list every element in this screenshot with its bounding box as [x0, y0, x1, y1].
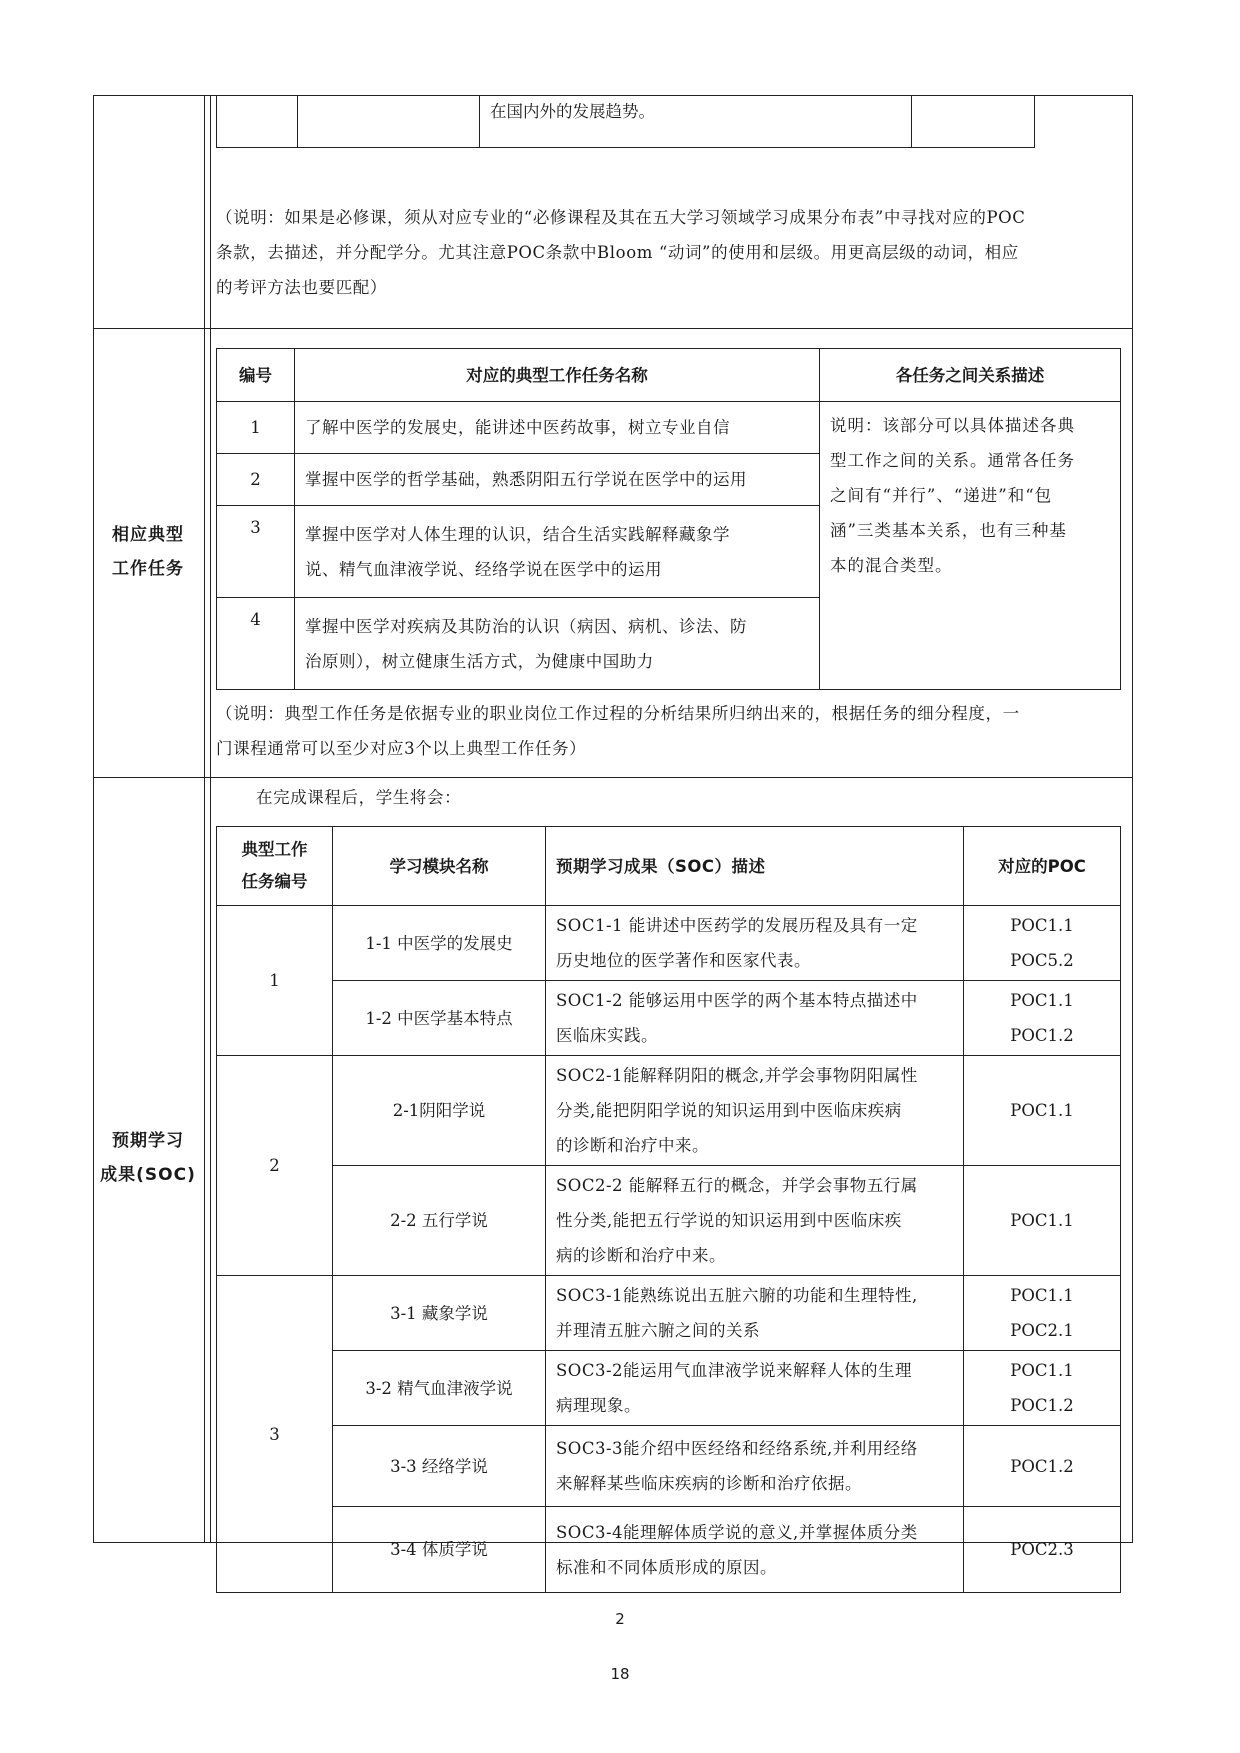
- task-name: 掌握中医学对疾病及其防治的认识（病因、病机、诊法、防 治原则），树立健康生活方式，为健康中国助力: [295, 598, 820, 690]
- soc-poc: POC2.3: [964, 1507, 1121, 1593]
- soc-description: SOC3-2能运用气血津液学说来解释人体的生理 病理现象。: [546, 1351, 964, 1426]
- soc-description: SOC2-2 能解释五行的概念，并学会事物五行属 性分类,能把五行学说的知识运用到中医临床疾 病的诊断和治疗中来。: [546, 1166, 964, 1276]
- soc-header-task: 典型工作 任务编号: [217, 827, 333, 906]
- section2-note: [216, 696, 1126, 766]
- task-name: 了解中医学的发展史，能讲述中医药故事，树立专业自信: [295, 402, 820, 454]
- soc-description: SOC1-2 能够运用中医学的两个基本特点描述中 医临床实践。: [546, 981, 964, 1056]
- task-relation-description: 说明：该部分可以具体描述各典 型工作之间的关系。通常各任务 之间有“并行”、“递进”和“包 涵”三类基本关系，也有三种基 本的混合类型。: [820, 402, 1121, 690]
- soc-poc: POC1.1 POC1.2: [964, 981, 1121, 1056]
- soc-module: 3-1 藏象学说: [333, 1276, 546, 1351]
- soc-description: SOC3-1能熟练说出五脏六腑的功能和生理特性, 并理清五脏六腑之间的关系: [546, 1276, 964, 1351]
- soc-module: 1-2 中医学基本特点: [333, 981, 546, 1056]
- task-number: 4: [217, 598, 295, 690]
- section3-intro: 在完成课程后，学生将会：: [256, 788, 462, 807]
- tasks-header-number: 编号: [217, 349, 295, 402]
- soc-poc: POC1.1 POC5.2: [964, 906, 1121, 981]
- soc-description: SOC1-1 能讲述中医药学的发展历程及具有一定 历史地位的医学著作和医家代表。: [546, 906, 964, 981]
- soc-description: SOC3-4能理解体质学说的意义,并掌握体质分类 标准和不同体质形成的原因。: [546, 1507, 964, 1593]
- top-cell-2: [298, 95, 480, 148]
- section1-note-line: 条款，去描述，并分配学分。尤其注意POC条款中Bloom “动词”的使用和层级。用更高层级的动词，相应: [216, 243, 1019, 262]
- section1-note-line: （说明：如果是必修课，须从对应专业的“必修课程及其在五大学习领域学习成果分布表”中寻找对应的POC: [216, 208, 1026, 227]
- section1-note: [216, 200, 1126, 305]
- soc-poc: POC1.1 POC1.2: [964, 1351, 1121, 1426]
- task-name: 掌握中医学对人体生理的认识，结合生活实践解释藏象学 说、精气血津液学说、经络学说在医学中的运用: [295, 506, 820, 598]
- section1-note-line: 的考评方法也要匹配）: [216, 278, 387, 297]
- soc-module: 3-2 精气血津液学说: [333, 1351, 546, 1426]
- soc-description: SOC3-3能介绍中医经络和经络系统,并利用经络 来解释某些临床疾病的诊断和治疗依据。: [546, 1426, 964, 1507]
- page-number: 2: [615, 1610, 625, 1628]
- top-cell-4: [912, 95, 1035, 148]
- task-name: 掌握中医学的哲学基础，熟悉阴阳五行学说在医学中的运用: [295, 454, 820, 506]
- section2-label: [93, 518, 203, 586]
- total-page-number: 18: [610, 1665, 630, 1683]
- soc-poc: POC1.2: [964, 1426, 1121, 1507]
- soc-header-poc: 对应的POC: [964, 827, 1121, 906]
- tasks-header-relation: 各任务之间关系描述: [820, 349, 1121, 402]
- top-subtable: [216, 95, 1034, 148]
- section2-label-line: 工作任务: [112, 559, 184, 579]
- soc-task-number: 2: [217, 1056, 333, 1276]
- tasks-header-name: 对应的典型工作任务名称: [295, 349, 820, 402]
- soc-header-module: 学习模块名称: [333, 827, 546, 906]
- section3-label-line: 预期学习: [112, 1131, 184, 1151]
- task-number: 3: [217, 506, 295, 598]
- soc-poc: POC1.1: [964, 1056, 1121, 1166]
- tasks-table: [216, 348, 1120, 690]
- soc-task-number: 1: [217, 906, 333, 1056]
- section2-note-line: 门课程通常可以至少对应3个以上典型工作任务）: [216, 739, 587, 758]
- top-cell-trend: 在国内外的发展趋势。: [480, 95, 912, 148]
- task-number: 1: [217, 402, 295, 454]
- top-cell-1: [217, 95, 298, 148]
- soc-task-number: 3: [217, 1276, 333, 1593]
- soc-module: 3-4 体质学说: [333, 1507, 546, 1593]
- soc-description: SOC2-1能解释阴阳的概念,并学会事物阴阳属性 分类,能把阴阳学说的知识运用到中医临床疾病 的诊断和治疗中来。: [546, 1056, 964, 1166]
- soc-module: 1-1 中医学的发展史: [333, 906, 546, 981]
- soc-table: [216, 826, 1120, 1593]
- soc-module: 2-2 五行学说: [333, 1166, 546, 1276]
- soc-poc: POC1.1: [964, 1166, 1121, 1276]
- task-number: 2: [217, 454, 295, 506]
- section3-label-line: 成果(SOC): [100, 1165, 196, 1185]
- soc-module: 2-1阴阳学说: [333, 1056, 546, 1166]
- section2-label-line: 相应典型: [112, 525, 184, 545]
- section2-note-line: （说明：典型工作任务是依据专业的职业岗位工作过程的分析结果所归纳出来的，根据任务的细分程度，一: [216, 704, 1020, 723]
- soc-poc: POC1.1 POC2.1: [964, 1276, 1121, 1351]
- section3-label: [93, 1124, 203, 1192]
- soc-module: 3-3 经络学说: [333, 1426, 546, 1507]
- soc-header-soc: 预期学习成果（SOC）描述: [546, 827, 964, 906]
